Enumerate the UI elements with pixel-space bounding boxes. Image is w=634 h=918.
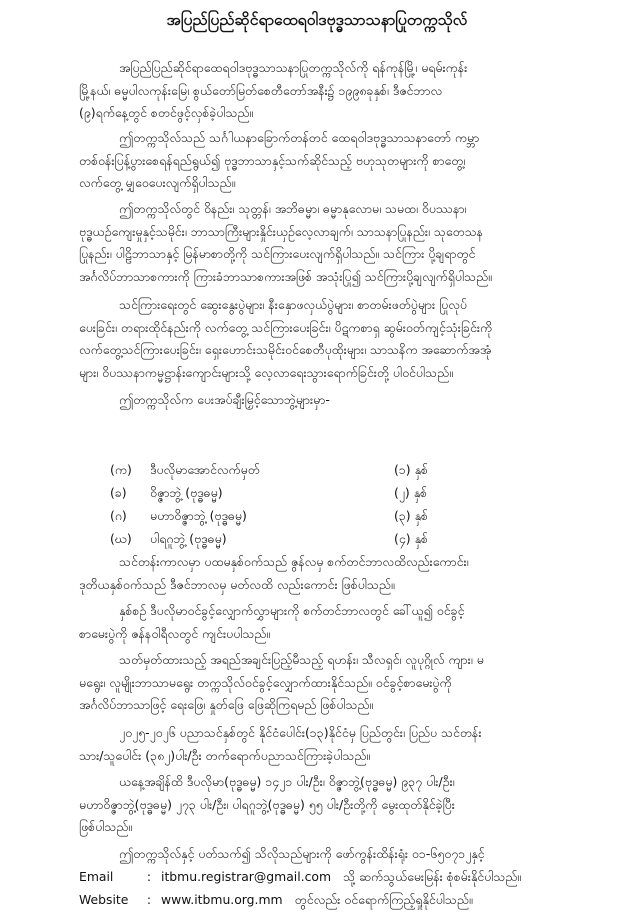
- paragraph-line: မရွေး၊ လူမျိုးဘာသာမရွေး တက္ကသိုလ်ဝင်ခွင့်လျှောက်ထားနိုင်သည်။ ဝင်ခွင့်စာမေးပွဲကို: [79, 674, 452, 690]
- email-tail-text: သို့ ဆက်သွယ်မေးမြန်း စုံစမ်းနိုင်ပါသည်။: [343, 869, 522, 884]
- paragraph-line: ဤတက္ကသိုလ်နှင့် ပတ်သက်၍ သိလိုသည်များကို ဖော်ကွန်းထိန်းရုံး ၀၁-၆၅၀၇၁၂နှင့်: [119, 846, 485, 861]
- paragraph-line: သတ်မှတ်ထားသည့် အရည်အချင်းပြည့်မီသည့် ရဟန်း၊ သီလရှင်၊ လူပုဂ္ဂိုလ် ကျား၊ မ: [119, 652, 484, 667]
- paragraph-inquiries: [79, 843, 593, 866]
- paragraph-line: တစ်ဝန်းပြန့်ပွားစေရန်ရည်ရွယ်၍ ဗုဒ္ဓဘာသာနှင့်သက်ဆိုင်သည့် ဗဟုသုတများကို စာတွေ့၊: [79, 152, 466, 168]
- course-duration: (၂) နှစ်: [394, 485, 428, 500]
- course-duration: (၄) နှစ်: [394, 531, 428, 546]
- course-mark: (ခ): [110, 485, 127, 500]
- document-title: အပြည်ပြည်ဆိုင်ရာထေရဝါဒဗုဒ္ဓသာသနာပြုတက္ကသိုလ်: [166, 11, 468, 29]
- paragraph-line: သား/သူပေါင်း (၃၈၂)ပါး/ဦး တက်ရောက်ပညာသင်ကြားခဲ့ပါသည်။: [79, 747, 371, 763]
- course-item: [110, 459, 440, 482]
- paragraph-line: ပေးခြင်း၊ တရားထိုင်နည်းကို လက်တွေ့ သင်ကြားပေးခြင်း၊ ပိဋကစာရှ ဆွမ်းဝတ်ကျင့်သုံးခြင်းကို: [79, 319, 493, 335]
- paragraph-line: စာမေးပွဲကို ဇန်နဝါရီလတွင် ကျင်းပပါသည်။: [79, 625, 271, 641]
- paragraph-line: မြို့နယ်၊ ဓမ္မပါလကုန်းမြေ၊ စွယ်တော်မြတ်စေတီတော်အနီး၌ ၁၉၉၈ခုနှစ်၊ ဒီဇင်ဘာလ: [79, 82, 443, 98]
- contact-email-row: [79, 866, 619, 889]
- paragraph-line: များ၊ ဝိပဿနာကမ္မဋ္ဌာန်းကျောင်းများသို့ လေ့လာရေးသွားရောက်ခြင်းတို့ ပါဝင်ပါသည်။: [79, 364, 453, 380]
- paragraph-line: ဤတက္ကသိုလ်တွင် ဝိနည်း၊ သုတ္တန်၊ အဘိဓမ္မာ၊ ဓမ္မာနုလောမ၊ သမထ၊ ဝိပဿနာ၊: [119, 201, 467, 216]
- paragraph-line: ဖြစ်ပါသည်။: [79, 819, 133, 834]
- paragraph-terms: [79, 551, 593, 596]
- paragraph-admission-schedule: [79, 600, 593, 645]
- website-colon: :: [146, 892, 152, 907]
- paragraph-line: ဒုတိယနှစ်ဝက်သည် ဒီဇင်ဘာလမှ မတ်လထိ လည်းကောင်း ဖြစ်ပါသည်။: [79, 576, 395, 592]
- website-label: Website: [79, 892, 129, 907]
- course-name: မဟာဝိဇ္ဇာဘွဲ့ (ဗုဒ္ဓဓမ္မ): [150, 508, 247, 523]
- course-name: ပါရဂူဘွဲ့ (ဗုဒ္ဓဓမ္မ): [150, 531, 227, 546]
- paragraph-line: ပြုနည်း၊ ပါဠိဘာသာနှင့် မြန်မာစာတို့ကို သင်ကြားပေးလျက်ရှိပါသည်။ သင်ကြား ပို့ချရာတွင်: [79, 246, 476, 261]
- paragraph-teaching: [79, 294, 593, 384]
- course-duration: (၃) နှစ်: [394, 508, 428, 523]
- course-item: [110, 482, 440, 505]
- paragraph-line: ၂၀၂၅-၂၀၂၆ ပညာသင်နှစ်တွင် နိုင်ငံပေါင်း(၁၃)နိုင်ငံမှ ပြည်တွင်း၊ ပြည်ပ သင်တန်း: [119, 725, 482, 740]
- course-mark: (က): [110, 462, 132, 477]
- paragraph-eligibility: [79, 649, 593, 717]
- course-item: [110, 528, 440, 551]
- paragraph-line: အင်္ဂလိပ်ဘာသာစကားကို ကြားခံဘာသာစကားအဖြစ် အသုံးပြု၍ သင်ကြားပို့ချလျက်ရှိပါသည်။: [79, 268, 492, 284]
- paragraph-line: လက်တွေ့ မျှဝေပေးလျက်ရှိပါသည်။: [79, 175, 236, 190]
- email-link[interactable]: itbmu.registrar@gmail.com: [161, 869, 332, 884]
- paragraph-line: အပြည်ပြည်ဆိုင်ရာထေရဝါဒဗုဒ္ဓသာသနာပြုတက္ကသိုလ်ကို ရန်ကုန်မြို့၊ မရမ်းကုန်း: [119, 60, 468, 75]
- course-item: [110, 505, 440, 528]
- paragraph-line: ယနေ့အချိန်ထိ ဒီပလိုမာ(ဗုဒ္ဓဓမ္မ) ၁၄၂၁ ပါး/ဦး၊ ဝိဇ္ဇာဘွဲ့(ဗုဒ္ဓဓမ္မ) ၉၃၇ ပါး/ဦး၊: [119, 774, 455, 789]
- paragraph-purpose: [79, 127, 593, 195]
- course-mark: (ဂ): [110, 508, 127, 523]
- paragraph-line: အင်္ဂလိပ်ဘာသာဖြင့် ရေးဖြေ၊ နှုတ်ဖြေ ဖြေဆိုကြရမည် ဖြစ်ပါသည်။: [79, 697, 374, 712]
- paragraph-line: နှစ်စဉ် ဒီပလိုမာဝင်ခွင့်လျှောက်လွှာများကို စက်တင်ဘာလတွင် ခေါ်ယူ၍ ဝင်ခွင့်: [119, 603, 465, 618]
- paragraph-line: သင်တန်းကာလမှာ ပထမနှစ်ဝက်သည် ဇွန်လမှ စက်တင်ဘာလထိလည်းကောင်း၊: [119, 554, 469, 569]
- course-duration: (၁) နှစ်: [394, 462, 428, 477]
- paragraph-degrees-intro: [79, 389, 593, 412]
- email-colon: :: [146, 869, 152, 884]
- paragraph-line: သင်ကြားရေးတွင် ဆွေးနွေးပွဲများ၊ နီးနှောဖလှယ်ပွဲများ၊ စာတမ်းဖတ်ပွဲများ ပြုလုပ်: [119, 297, 467, 312]
- website-link[interactable]: www.itbmu.org.mm: [161, 892, 283, 907]
- paragraph-line: လက်တွေ့သင်ကြားပေးခြင်း၊ ရှေးဟောင်းသမိုင်းဝင်စေတီပုထိုးများ၊ သာသနိက အဆောက်အအုံ: [79, 342, 492, 357]
- course-name: ဒီပလိုမာအောင်လက်မှတ်: [150, 462, 260, 477]
- course-list: [110, 459, 440, 551]
- paragraph-enrollment: [79, 722, 593, 767]
- paragraph-line: မဟာဝိဇ္ဇာဘွဲ့(ဗုဒ္ဓဓမ္မ) ၂၇၃ ပါး/ဦး၊ ပါရဂူဘွဲ့(ဗုဒ္ဓဓမ္မ) ၅၅ ပါး/ဦးတို့ကို မွေးထုတ်နိုင်ခဲ့ပြီး: [79, 796, 455, 812]
- contact-website-row: [79, 889, 619, 912]
- paragraph-line: ဗုဒ္ဓယဉ်ကျေးမှုနှင့်သမိုင်း၊ ဘာသာကြီးများနှိုင်းယှဉ်လေ့လာချက်၊ သာသနာပြုနည်း၊ သုတေသန: [79, 223, 484, 239]
- paragraph-graduates: [79, 771, 593, 839]
- paragraph-line: (၉)ရက်နေ့တွင် စတင်ဖွင့်လှစ်ခဲ့ပါသည်။: [79, 105, 254, 120]
- course-name: ဝိဇ္ဇာဘွဲ့ (ဗုဒ္ဓဓမ္မ): [150, 485, 223, 500]
- paragraph-line: ဤတက္ကသိုလ်က ပေးအပ်ချီးမြှင့်သောဘွဲ့များမှာ-: [119, 392, 330, 407]
- email-label: Email: [79, 869, 114, 884]
- course-mark: (ဃ): [110, 531, 132, 546]
- website-tail-text: တွင်လည်း ဝင်ရောက်ကြည့်ရှုနိုင်ပါသည်။: [294, 892, 473, 907]
- paragraph-founding: [79, 57, 593, 125]
- paragraph-subjects: [79, 198, 593, 288]
- paragraph-line: ဤတက္ကသိုလ်သည် သင်္ဂါယနာခြောက်တန်တင် ထေရဝါဒဗုဒ္ဓသာသနာတော် ကမ္ဘာ: [119, 130, 480, 145]
